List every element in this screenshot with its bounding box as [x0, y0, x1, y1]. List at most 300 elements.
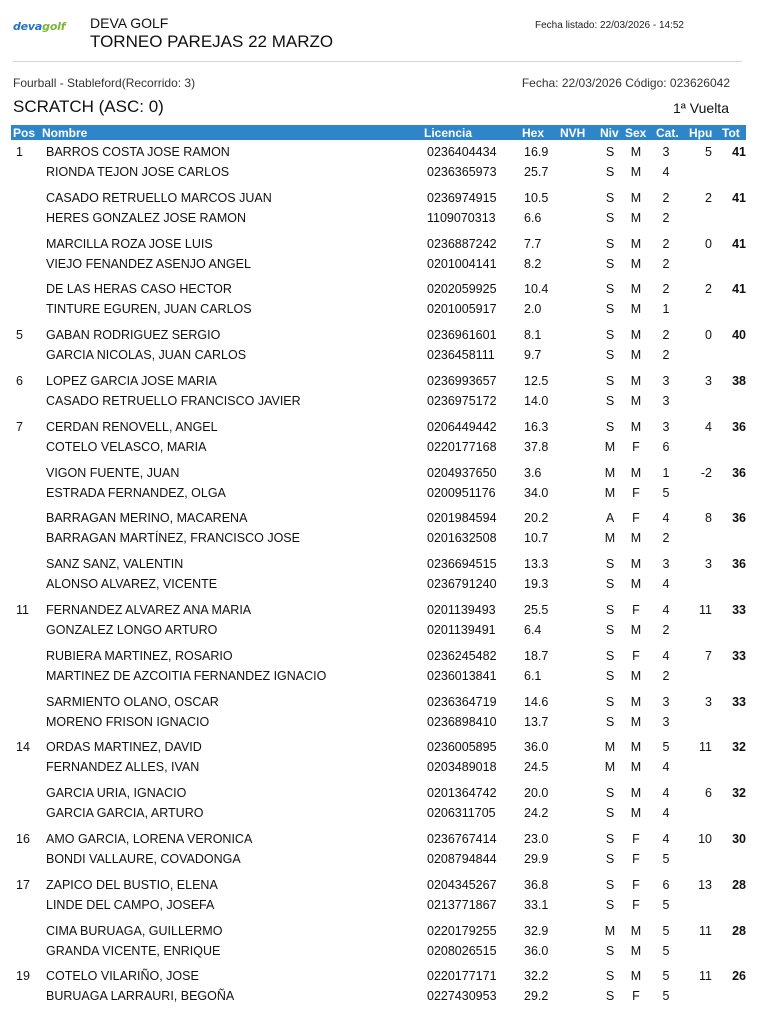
licence-cell: 0208026515 [427, 943, 497, 958]
position-cell: 1 [16, 145, 23, 159]
sex-cell: M [630, 190, 642, 205]
position-cell: 16 [16, 831, 30, 846]
results-table [0, 140, 764, 1010]
handicap-cell: 8.2 [524, 256, 542, 271]
licence-cell: 0236694515 [427, 557, 497, 572]
sex-cell: M [630, 282, 642, 297]
category-cell: 3 [662, 419, 670, 434]
level-cell: S [605, 256, 615, 271]
category-cell: 5 [662, 989, 670, 1004]
player-name: DE LAS HERAS CASO HECTOR [46, 282, 232, 297]
sex-cell: M [630, 577, 642, 592]
sex-cell: M [630, 236, 642, 251]
sex-cell: M [630, 531, 642, 546]
player-line [0, 557, 764, 577]
total-cell: 36 [732, 465, 746, 480]
total-cell: 30 [732, 831, 746, 846]
level-cell: M [604, 439, 616, 454]
level-cell: S [605, 145, 615, 159]
sex-cell: M [630, 943, 642, 958]
level-cell: S [605, 236, 615, 251]
level-cell: S [605, 282, 615, 297]
licence-cell: 0201004141 [427, 256, 497, 271]
player-name: CASADO RETRUELLO MARCOS JUAN [46, 190, 272, 205]
category-cell: 1 [662, 465, 670, 480]
player-line [0, 191, 764, 211]
player-name: FERNANDEZ ALLES, IVAN [46, 760, 200, 775]
col-tot: Tot [722, 126, 740, 140]
level-cell: S [605, 373, 615, 388]
table-row [0, 735, 764, 781]
licence-cell: 0204937650 [427, 465, 497, 480]
table-row [0, 186, 764, 232]
col-name: Nombre [42, 126, 88, 140]
licence-cell: 0201984594 [427, 511, 497, 526]
handicap-cell: 24.2 [524, 806, 549, 821]
handicap-cell: 20.0 [524, 786, 549, 801]
handicap-cell: 34.0 [524, 485, 549, 500]
handicap-cell: 14.0 [524, 393, 549, 408]
player-name: LINDE DEL CAMPO, JOSEFA [46, 897, 215, 912]
licence-cell: 0201364742 [427, 786, 497, 801]
sex-cell: M [630, 373, 642, 388]
handicap-cell: 32.9 [524, 923, 549, 938]
hpu-cell: 6 [705, 786, 712, 801]
position-cell: 17 [16, 877, 30, 892]
category-cell: 5 [662, 851, 670, 866]
sex-cell: M [630, 694, 642, 709]
table-row [0, 506, 764, 552]
handicap-cell: 6.6 [524, 210, 542, 225]
sex-cell: M [630, 145, 642, 159]
handicap-cell: 6.4 [524, 622, 542, 637]
sex-cell: M [630, 806, 642, 821]
tournament-title: TORNEO PAREJAS 22 MARZO [90, 32, 334, 51]
date-code: Fecha: 22/03/2026 Código: 023626042 [521, 76, 730, 90]
licence-cell: 0236791240 [427, 577, 497, 592]
table-row [0, 781, 764, 827]
player-line [0, 786, 764, 806]
sex-cell: F [632, 831, 640, 846]
handicap-cell: 18.7 [524, 648, 549, 663]
handicap-cell: 14.6 [524, 694, 549, 709]
sex-cell: F [632, 511, 640, 526]
category-cell: 5 [662, 897, 670, 912]
table-row [0, 964, 764, 1010]
licence-cell: 0236975172 [427, 393, 497, 408]
licence-cell: 0220179255 [427, 923, 497, 938]
category-cell: 4 [662, 602, 670, 617]
handicap-cell: 23.0 [524, 831, 549, 846]
category-cell: 2 [662, 190, 670, 205]
category-cell: 2 [662, 210, 670, 225]
col-hpu: Hpu [689, 126, 713, 140]
sex-cell: M [630, 465, 642, 480]
licence-cell: 0206449442 [427, 419, 497, 434]
category-cell: 2 [662, 348, 670, 363]
player-line [0, 989, 764, 1009]
licence-cell: 0236364719 [427, 694, 497, 709]
licence-cell: 0227430953 [427, 989, 497, 1004]
category-cell: 3 [662, 557, 670, 572]
level-cell: S [605, 851, 615, 866]
total-cell: 41 [732, 282, 746, 297]
category-cell: 4 [662, 786, 670, 801]
level-cell: M [604, 923, 616, 938]
player-name: RUBIERA MARTINEZ, ROSARIO [46, 648, 233, 663]
category-cell: 5 [662, 943, 670, 958]
player-name: CASADO RETRUELLO FRANCISCO JAVIER [46, 393, 301, 408]
handicap-cell: 10.5 [524, 190, 549, 205]
licence-cell: 0201005917 [427, 302, 497, 317]
licence-cell: 0208794844 [427, 851, 497, 866]
handicap-cell: 10.7 [524, 531, 549, 546]
licence-cell: 0204345267 [427, 877, 497, 892]
player-line [0, 806, 764, 826]
table-row [0, 690, 764, 736]
position-cell: 14 [16, 740, 30, 755]
club-name: DEVA GOLF [90, 15, 169, 31]
header-divider [13, 61, 742, 62]
sex-cell: M [630, 419, 642, 434]
handicap-cell: 7.7 [524, 236, 542, 251]
level-cell: A [605, 511, 615, 526]
total-cell: 36 [732, 419, 746, 434]
player-line [0, 832, 764, 852]
handicap-cell: 9.7 [524, 348, 542, 363]
player-name: BARRAGAN MARTÍNEZ, FRANCISCO JOSE [46, 531, 300, 546]
player-line [0, 486, 764, 506]
licence-cell: 0201632508 [427, 531, 497, 546]
table-row [0, 919, 764, 965]
hpu-cell: 11 [699, 602, 712, 617]
sex-cell: F [632, 602, 640, 617]
category-cell: 4 [662, 760, 670, 775]
sex-cell: M [630, 393, 642, 408]
player-line [0, 165, 764, 185]
category-cell: 4 [662, 806, 670, 821]
handicap-cell: 36.0 [524, 740, 549, 755]
hpu-cell: 4 [705, 419, 712, 434]
hpu-cell: 3 [705, 694, 712, 709]
sex-cell: M [630, 328, 642, 343]
player-name: AMO GARCIA, LORENA VERONICA [46, 831, 253, 846]
hpu-cell: 7 [705, 648, 712, 663]
level-cell: M [604, 531, 616, 546]
total-cell: 41 [732, 145, 746, 159]
licence-cell: 0236013841 [427, 668, 497, 683]
col-niv: Niv [600, 126, 619, 140]
licence-cell: 0236974915 [427, 190, 497, 205]
player-name: FERNANDEZ ALVAREZ ANA MARIA [46, 602, 252, 617]
level-cell: S [605, 969, 615, 984]
game-format: Fourball - Stableford(Recorrido: 3) [13, 76, 196, 90]
sex-cell: M [630, 557, 642, 572]
player-line [0, 898, 764, 918]
player-line [0, 440, 764, 460]
player-line [0, 623, 764, 643]
position-cell: 7 [16, 419, 23, 434]
hpu-cell: 11 [699, 923, 712, 938]
category-cell: 1 [662, 302, 670, 317]
handicap-cell: 19.3 [524, 577, 549, 592]
player-line [0, 257, 764, 277]
level-cell: S [605, 348, 615, 363]
logo-text-golf: golf [42, 20, 66, 33]
player-name: ESTRADA FERNANDEZ, OLGA [46, 485, 226, 500]
sex-cell: M [630, 714, 642, 729]
category-cell: 4 [662, 577, 670, 592]
round-label: 1ª Vuelta [672, 100, 729, 116]
hpu-cell: 8 [705, 511, 712, 526]
player-line [0, 282, 764, 302]
level-cell: S [605, 419, 615, 434]
player-name: TINTURE EGUREN, JUAN CARLOS [46, 302, 252, 317]
level-cell: S [605, 577, 615, 592]
table-row [0, 369, 764, 415]
handicap-cell: 12.5 [524, 373, 549, 388]
position-cell: 6 [16, 373, 23, 388]
table-row [0, 552, 764, 598]
level-cell: S [605, 786, 615, 801]
sex-cell: F [632, 989, 640, 1004]
player-name: ORDAS MARTINEZ, DAVID [46, 740, 202, 755]
player-name: MARTINEZ DE AZCOITIA FERNANDEZ IGNACIO [46, 668, 327, 683]
table-header [11, 125, 746, 140]
licence-cell: 0202059925 [427, 282, 497, 297]
player-line [0, 760, 764, 780]
category-cell: 4 [662, 831, 670, 846]
category-cell: 3 [662, 393, 670, 408]
player-line [0, 420, 764, 440]
listing-date: Fecha listado: 22/03/2026 - 14:52 [535, 20, 684, 31]
licence-cell: 0200951176 [427, 485, 496, 500]
sex-cell: F [632, 648, 640, 663]
player-line [0, 944, 764, 964]
player-line [0, 466, 764, 486]
licence-cell: 0236887242 [427, 236, 497, 251]
handicap-cell: 2.0 [524, 302, 542, 317]
player-name: BARROS COSTA JOSE RAMON [46, 145, 230, 159]
level-cell: S [605, 694, 615, 709]
category-cell: 3 [662, 145, 670, 159]
logo-text-deva: deva [13, 20, 43, 33]
sex-cell: M [630, 210, 642, 225]
sex-cell: M [630, 969, 642, 984]
table-row [0, 598, 764, 644]
category-cell: 4 [662, 648, 670, 663]
licence-cell: 0201139491 [427, 622, 496, 637]
player-name: GABAN RODRIGUEZ SERGIO [46, 328, 221, 343]
player-name: MORENO FRISON IGNACIO [46, 714, 210, 729]
total-cell: 32 [732, 740, 746, 755]
category-cell: 2 [662, 531, 670, 546]
licence-cell: 0236404434 [427, 145, 497, 159]
sex-cell: F [632, 851, 640, 866]
category-cell: 6 [662, 877, 670, 892]
level-cell: S [605, 897, 615, 912]
handicap-cell: 13.3 [524, 557, 549, 572]
col-hex: Hex [522, 126, 545, 140]
player-line [0, 740, 764, 760]
handicap-cell: 25.5 [524, 602, 549, 617]
position-cell: 5 [16, 328, 23, 343]
col-cat: Cat. [656, 126, 679, 140]
level-cell: S [605, 602, 615, 617]
player-name: LOPEZ GARCIA JOSE MARIA [46, 373, 217, 388]
level-cell: S [605, 806, 615, 821]
level-cell: M [604, 740, 616, 755]
table-row [0, 232, 764, 278]
level-cell: S [605, 622, 615, 637]
category-cell: 2 [662, 282, 670, 297]
handicap-cell: 3.6 [524, 465, 542, 480]
level-cell: S [605, 302, 615, 317]
category-cell: 2 [662, 236, 670, 251]
level-cell: S [605, 393, 615, 408]
handicap-cell: 13.7 [524, 714, 549, 729]
handicap-cell: 10.4 [524, 282, 549, 297]
player-line [0, 145, 764, 165]
player-name: GRANDA VICENTE, ENRIQUE [46, 943, 221, 958]
handicap-cell: 16.3 [524, 419, 549, 434]
table-row [0, 277, 764, 323]
hpu-cell: 11 [699, 969, 712, 984]
handicap-cell: 29.9 [524, 851, 549, 866]
licence-cell: 0236245482 [427, 648, 497, 663]
section-title: SCRATCH (ASC: 0) [13, 97, 164, 116]
player-name: COTELO VILARIÑO, JOSE [46, 969, 199, 984]
total-cell: 33 [732, 648, 746, 663]
hpu-cell: 0 [705, 236, 712, 251]
player-line [0, 237, 764, 257]
level-cell: S [605, 328, 615, 343]
player-name: BURUAGA LARRAURI, BEGOÑA [46, 989, 235, 1004]
player-line [0, 852, 764, 872]
player-line [0, 878, 764, 898]
hpu-cell: 2 [705, 282, 712, 297]
licence-cell: 0220177171 [427, 969, 497, 984]
level-cell: S [605, 714, 615, 729]
player-name: VIEJO FENANDEZ ASENJO ANGEL [46, 256, 251, 271]
category-cell: 5 [662, 923, 670, 938]
handicap-cell: 37.8 [524, 439, 549, 454]
category-cell: 3 [662, 714, 670, 729]
player-name: BARRAGAN MERINO, MACARENA [46, 511, 248, 526]
sex-cell: M [630, 302, 642, 317]
licence-cell: 0236458111 [427, 348, 495, 363]
player-name: GONZALEZ LONGO ARTURO [46, 622, 218, 637]
category-cell: 5 [662, 485, 670, 500]
sex-cell: F [632, 897, 640, 912]
table-row [0, 140, 764, 186]
handicap-cell: 20.2 [524, 511, 549, 526]
sex-cell: M [630, 256, 642, 271]
category-cell: 4 [662, 511, 670, 526]
category-cell: 2 [662, 328, 670, 343]
player-line [0, 328, 764, 348]
total-cell: 32 [732, 786, 746, 801]
sex-cell: M [630, 165, 642, 179]
total-cell: 28 [732, 877, 746, 892]
category-cell: 2 [662, 256, 670, 271]
level-cell: M [604, 760, 616, 775]
player-name: COTELO VELASCO, MARIA [46, 439, 207, 454]
hpu-cell: 2 [705, 190, 712, 205]
player-line [0, 695, 764, 715]
category-cell: 6 [662, 439, 670, 454]
player-name: ZAPICO DEL BUSTIO, ELENA [46, 877, 218, 892]
level-cell: S [605, 648, 615, 663]
level-cell: M [604, 485, 616, 500]
total-cell: 40 [732, 328, 746, 343]
hpu-cell: 5 [705, 145, 712, 159]
table-row [0, 461, 764, 507]
position-cell: 19 [16, 969, 30, 984]
level-cell: S [605, 877, 615, 892]
player-line [0, 511, 764, 531]
sex-cell: M [630, 923, 642, 938]
level-cell: S [605, 165, 615, 179]
level-cell: S [605, 190, 615, 205]
col-licence: Licencia [424, 126, 473, 140]
licence-cell: 0236993657 [427, 373, 497, 388]
level-cell: S [605, 989, 615, 1004]
player-line [0, 211, 764, 231]
hpu-cell: 13 [698, 877, 712, 892]
handicap-cell: 32.2 [524, 969, 549, 984]
licence-cell: 0213771867 [427, 897, 497, 912]
hpu-cell: 11 [699, 740, 712, 755]
table-row [0, 323, 764, 369]
licence-cell: 0220177168 [427, 439, 497, 454]
player-line [0, 649, 764, 669]
handicap-cell: 29.2 [524, 989, 549, 1004]
player-name: GARCIA URIA, IGNACIO [46, 786, 187, 801]
player-line [0, 715, 764, 735]
player-line [0, 603, 764, 623]
hpu-cell: 10 [698, 831, 712, 846]
licence-cell: 0236365973 [427, 165, 497, 179]
category-cell: 2 [662, 668, 670, 683]
handicap-cell: 8.1 [524, 328, 542, 343]
player-name: RIONDA TEJON JOSE CARLOS [46, 165, 230, 179]
hpu-cell: -2 [700, 465, 712, 480]
total-cell: 41 [732, 236, 746, 251]
total-cell: 33 [732, 694, 746, 709]
level-cell: S [605, 210, 615, 225]
handicap-cell: 24.5 [524, 760, 549, 775]
player-line [0, 924, 764, 944]
total-cell: 36 [732, 511, 746, 526]
player-name: CERDAN RENOVELL, ANGEL [46, 419, 218, 434]
table-row [0, 827, 764, 873]
handicap-cell: 36.8 [524, 877, 549, 892]
total-cell: 33 [732, 602, 746, 617]
level-cell: S [605, 943, 615, 958]
sex-cell: F [632, 877, 640, 892]
handicap-cell: 6.1 [524, 668, 542, 683]
category-cell: 2 [662, 622, 670, 637]
handicap-cell: 33.1 [524, 897, 549, 912]
category-cell: 3 [662, 373, 670, 388]
player-name: VIGON FUENTE, JUAN [46, 465, 180, 480]
level-cell: S [605, 831, 615, 846]
col-pos: Pos [13, 126, 36, 140]
table-row [0, 644, 764, 690]
total-cell: 38 [732, 373, 746, 388]
total-cell: 41 [732, 190, 746, 205]
